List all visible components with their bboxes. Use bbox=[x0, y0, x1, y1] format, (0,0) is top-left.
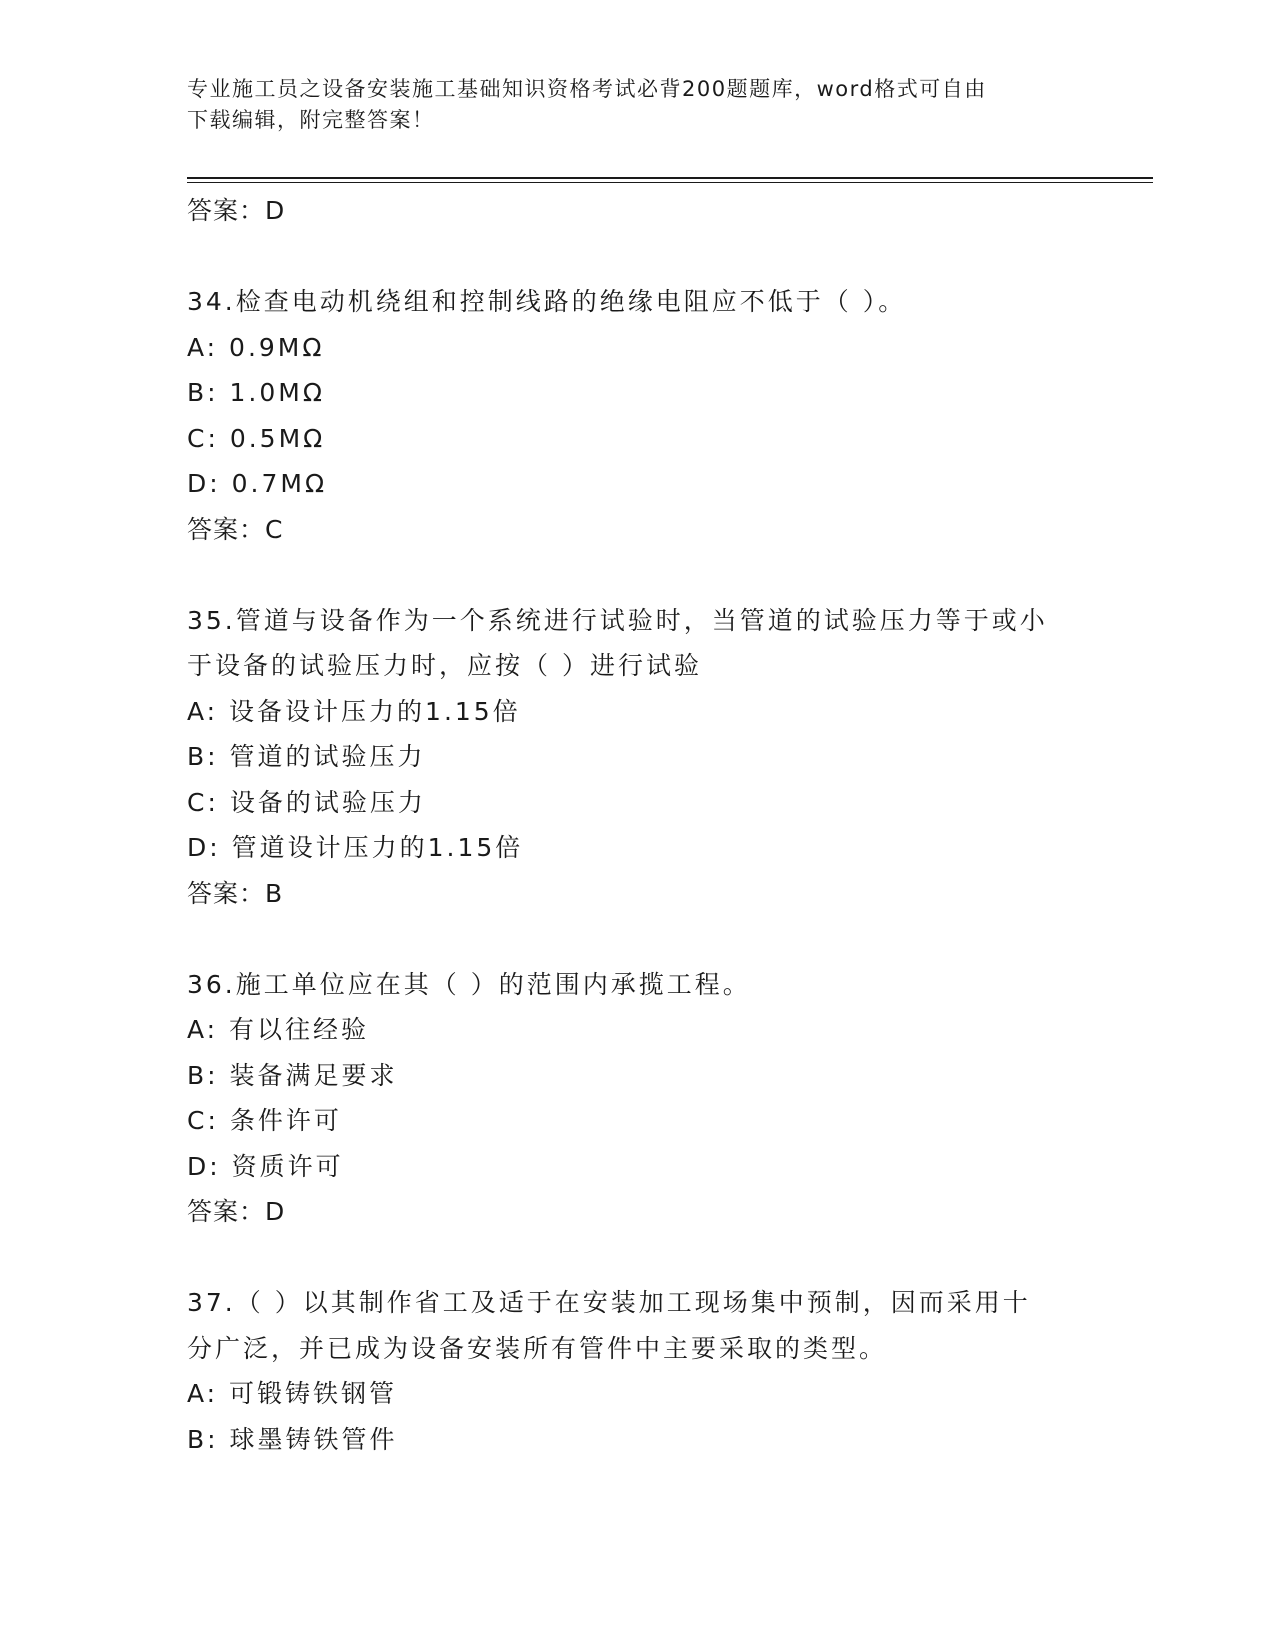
option-a: A: 有以往经验 bbox=[187, 1015, 370, 1044]
header-line-2: 下载编辑，附完整答案！ bbox=[187, 108, 435, 132]
header-line-1: 专业施工员之设备安装施工基础知识资格考试必背200题题库，word格式可自由 bbox=[187, 77, 987, 101]
answer-line: 答案：D bbox=[187, 196, 286, 225]
spacer bbox=[187, 552, 1087, 598]
option-b: B: 球墨铸铁管件 bbox=[187, 1424, 398, 1454]
option-d: D: 0.7MΩ bbox=[187, 469, 328, 498]
question-stem: 37.（ ）以其制作省工及适于在安装加工现场集中预制，因而采用十 bbox=[187, 1288, 1031, 1317]
answer-line: 答案：D bbox=[187, 1197, 286, 1226]
option-d: D: 管道设计压力的1.15倍 bbox=[187, 833, 524, 862]
question-block bbox=[187, 1280, 1087, 1462]
question-stem: 36.施工单位应在其（ ）的范围内承揽工程。 bbox=[187, 969, 751, 999]
question-content bbox=[187, 188, 1087, 1462]
option-b: B: 1.0MΩ bbox=[187, 378, 325, 407]
document-header bbox=[187, 74, 1087, 136]
option-c: C: 设备的试验压力 bbox=[187, 787, 426, 817]
question-stem-continued: 分广泛，并已成为设备安装所有管件中主要采取的类型。 bbox=[187, 1333, 888, 1363]
header-divider-thin bbox=[187, 182, 1153, 183]
header-divider-thick bbox=[187, 177, 1153, 179]
option-a: A: 可锻铸铁钢管 bbox=[187, 1379, 398, 1408]
question-block bbox=[187, 279, 1087, 552]
option-a: A: 设备设计压力的1.15倍 bbox=[187, 696, 521, 726]
answer-line: 答案：C bbox=[187, 514, 284, 544]
question-stem: 34.检查电动机绕组和控制线路的绝缘电阻应不低于（ ）。 bbox=[187, 287, 907, 316]
option-d: D: 资质许可 bbox=[187, 1151, 344, 1181]
option-c: C: 0.5MΩ bbox=[187, 423, 326, 453]
option-c: C: 条件许可 bbox=[187, 1106, 342, 1135]
spacer bbox=[187, 1235, 1087, 1281]
spacer bbox=[187, 916, 1087, 962]
question-stem: 35.管道与设备作为一个系统进行试验时，当管道的试验压力等于或小 bbox=[187, 605, 1048, 635]
option-a: A: 0.9MΩ bbox=[187, 332, 325, 362]
spacer bbox=[187, 234, 1087, 280]
answer-line: 答案：B bbox=[187, 878, 284, 908]
question-block bbox=[187, 598, 1087, 917]
question-block bbox=[187, 962, 1087, 1235]
option-b: B: 管道的试验压力 bbox=[187, 742, 426, 771]
option-b: B: 装备满足要求 bbox=[187, 1060, 398, 1090]
question-stem-continued: 于设备的试验压力时，应按（ ）进行试验 bbox=[187, 651, 702, 680]
